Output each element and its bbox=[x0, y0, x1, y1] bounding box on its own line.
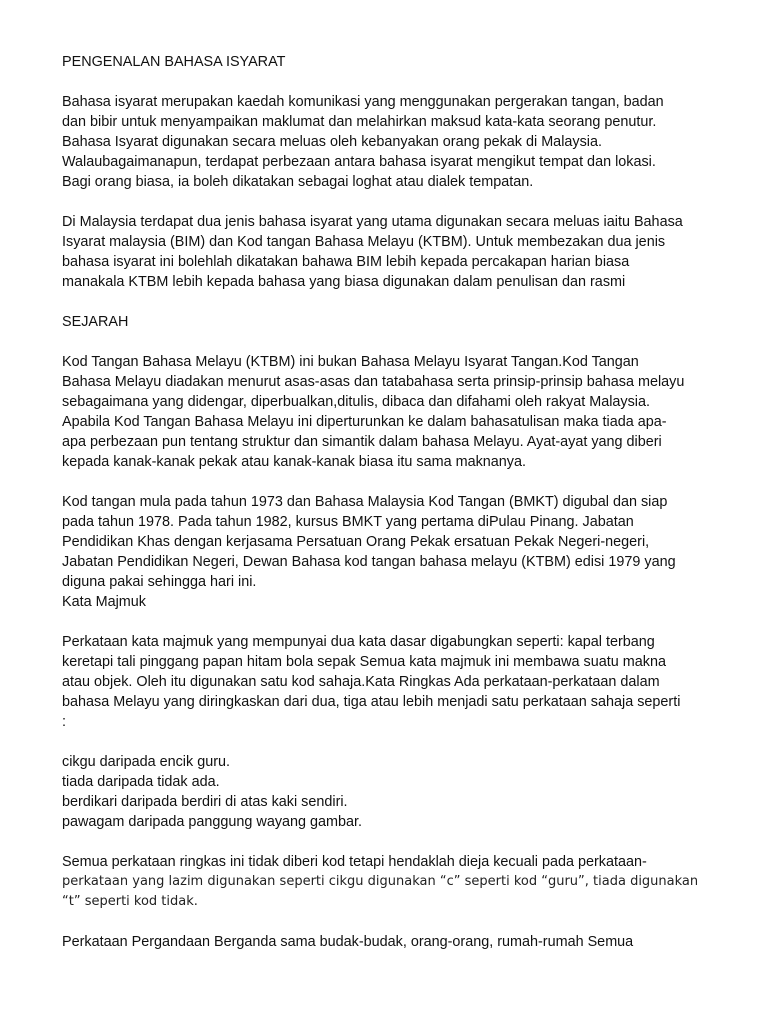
paragraph-line: bahasa isyarat ini bolehlah dikatakan bahawa BIM lebih kepada percakapan harian biasa bbox=[62, 254, 630, 270]
paragraph-sejarah-2 bbox=[62, 492, 722, 612]
paragraph-line: : bbox=[62, 714, 66, 730]
paragraph-line: Walaubagaimanapun, terdapat perbezaan antara bahasa isyarat mengikut tempat dan lokasi. bbox=[62, 154, 656, 170]
paragraph-line: keretapi tali pinggang papan hitam bola sepak Semua kata majmuk ini membawa suatu makna bbox=[62, 654, 666, 670]
example-item: berdikari daripada berdiri di atas kaki sendiri. bbox=[62, 794, 348, 810]
paragraph-line: diguna pakai sehingga hari ini. bbox=[62, 574, 257, 590]
paragraph-line: Kod Tangan Bahasa Melayu (KTBM) ini bukan Bahasa Melayu Isyarat Tangan.Kod Tangan bbox=[62, 354, 639, 370]
paragraph-berganda: Perkataan Pergandaan Berganda sama budak-budak, orang-orang, rumah-rumah Semua bbox=[62, 934, 634, 950]
paragraph-line: Pendidikan Khas dengan kerjasama Persatuan Orang Pekak ersatuan Pekak Negeri-negeri, bbox=[62, 534, 650, 550]
example-item: pawagam daripada panggung wayang gambar. bbox=[62, 814, 363, 830]
paragraph-line: Bagi orang biasa, ia boleh dikatakan sebagai loghat atau dialek tempatan. bbox=[62, 174, 534, 190]
paragraph-line: “t” seperti kod tidak. bbox=[62, 894, 198, 909]
paragraph-sejarah-1 bbox=[62, 352, 722, 472]
paragraph-majmuk bbox=[62, 632, 722, 732]
paragraph-line: Jabatan Pendidikan Negeri, Dewan Bahasa kod tangan bahasa melayu (KTBM) edisi 1979 yang bbox=[62, 554, 676, 570]
paragraph-line: Bahasa isyarat merupakan kaedah komunikasi yang menggunakan pergerakan tangan, badan bbox=[62, 94, 664, 110]
paragraph-line: perkataan yang lazim digunakan seperti cikgu digunakan “c” seperti kod “guru”, tiada digunakan bbox=[62, 874, 699, 889]
paragraph-gap bbox=[62, 912, 722, 932]
paragraph-gap bbox=[62, 472, 722, 492]
paragraph-line: Semua perkataan ringkas ini tidak diberi kod tetapi hendaklah dieja kecuali pada perkataan- bbox=[62, 854, 647, 870]
paragraph-line: sebagaimana yang didengar, diperbualkan,ditulis, dibaca dan difahami oleh rakyat Malaysia. bbox=[62, 394, 650, 410]
example-item: tiada daripada tidak ada. bbox=[62, 774, 220, 790]
paragraph-line: Kod tangan mula pada tahun 1973 dan Bahasa Malaysia Kod Tangan (BMKT) digubal dan siap bbox=[62, 494, 668, 510]
paragraph-gap bbox=[62, 612, 722, 632]
paragraph-ringkas bbox=[62, 852, 722, 912]
document-title: PENGENALAN BAHASA ISYARAT bbox=[62, 54, 286, 70]
paragraph-gap bbox=[62, 72, 722, 92]
paragraph-gap bbox=[62, 292, 722, 312]
paragraph-malaysia bbox=[62, 212, 722, 292]
paragraph-gap bbox=[62, 332, 722, 352]
paragraph-line: Apabila Kod Tangan Bahasa Melayu ini diperturunkan ke dalam bahasatulisan maka tiada apa- bbox=[62, 414, 667, 430]
paragraph-line: manakala KTBM lebih kepada bahasa yang biasa digunakan dalam penulisan dan rasmi bbox=[62, 274, 626, 290]
examples-list bbox=[62, 752, 722, 832]
paragraph-line: dan bibir untuk menyampaikan maklumat dan melahirkan maksud kata-kata seorang penutur. bbox=[62, 114, 657, 130]
paragraph-line: bahasa Melayu yang diringkaskan dari dua, tiga atau lebih menjadi satu perkataan sahaja seperti bbox=[62, 694, 681, 710]
paragraph-line: apa perbezaan pun tentang struktur dan simantik dalam bahasa Melayu. Ayat-ayat yang diberi bbox=[62, 434, 662, 450]
paragraph-line: Bahasa Melayu diadakan menurut asas-asas dan tatabahasa serta prinsip-prinsip bahasa melayu bbox=[62, 374, 685, 390]
paragraph-line: Perkataan kata majmuk yang mempunyai dua kata dasar digabungkan seperti: kapal terbang bbox=[62, 634, 655, 650]
section-heading-sejarah: SEJARAH bbox=[62, 314, 129, 330]
subheading-kata-majmuk: Kata Majmuk bbox=[62, 594, 146, 610]
example-item: cikgu daripada encik guru. bbox=[62, 754, 230, 770]
paragraph-line: atau objek. Oleh itu digunakan satu kod sahaja.Kata Ringkas Ada perkataan-perkataan dalam bbox=[62, 674, 660, 690]
paragraph-line: pada tahun 1978. Pada tahun 1982, kursus BMKT yang pertama diPulau Pinang. Jabatan bbox=[62, 514, 634, 530]
paragraph-line: Di Malaysia terdapat dua jenis bahasa isyarat yang utama digunakan secara meluas iaitu Bahasa bbox=[62, 214, 683, 230]
document-page bbox=[62, 52, 722, 952]
paragraph-line: Bahasa Isyarat digunakan secara meluas oleh kebanyakan orang pekak di Malaysia. bbox=[62, 134, 602, 150]
paragraph-gap bbox=[62, 192, 722, 212]
paragraph-line: Isyarat malaysia (BIM) dan Kod tangan Bahasa Melayu (KTBM). Untuk membezakan dua jenis bbox=[62, 234, 666, 250]
paragraph-intro bbox=[62, 92, 722, 192]
paragraph-line: kepada kanak-kanak pekak atau kanak-kanak biasa itu sama maknanya. bbox=[62, 454, 526, 470]
paragraph-gap bbox=[62, 832, 722, 852]
paragraph-gap bbox=[62, 732, 722, 752]
